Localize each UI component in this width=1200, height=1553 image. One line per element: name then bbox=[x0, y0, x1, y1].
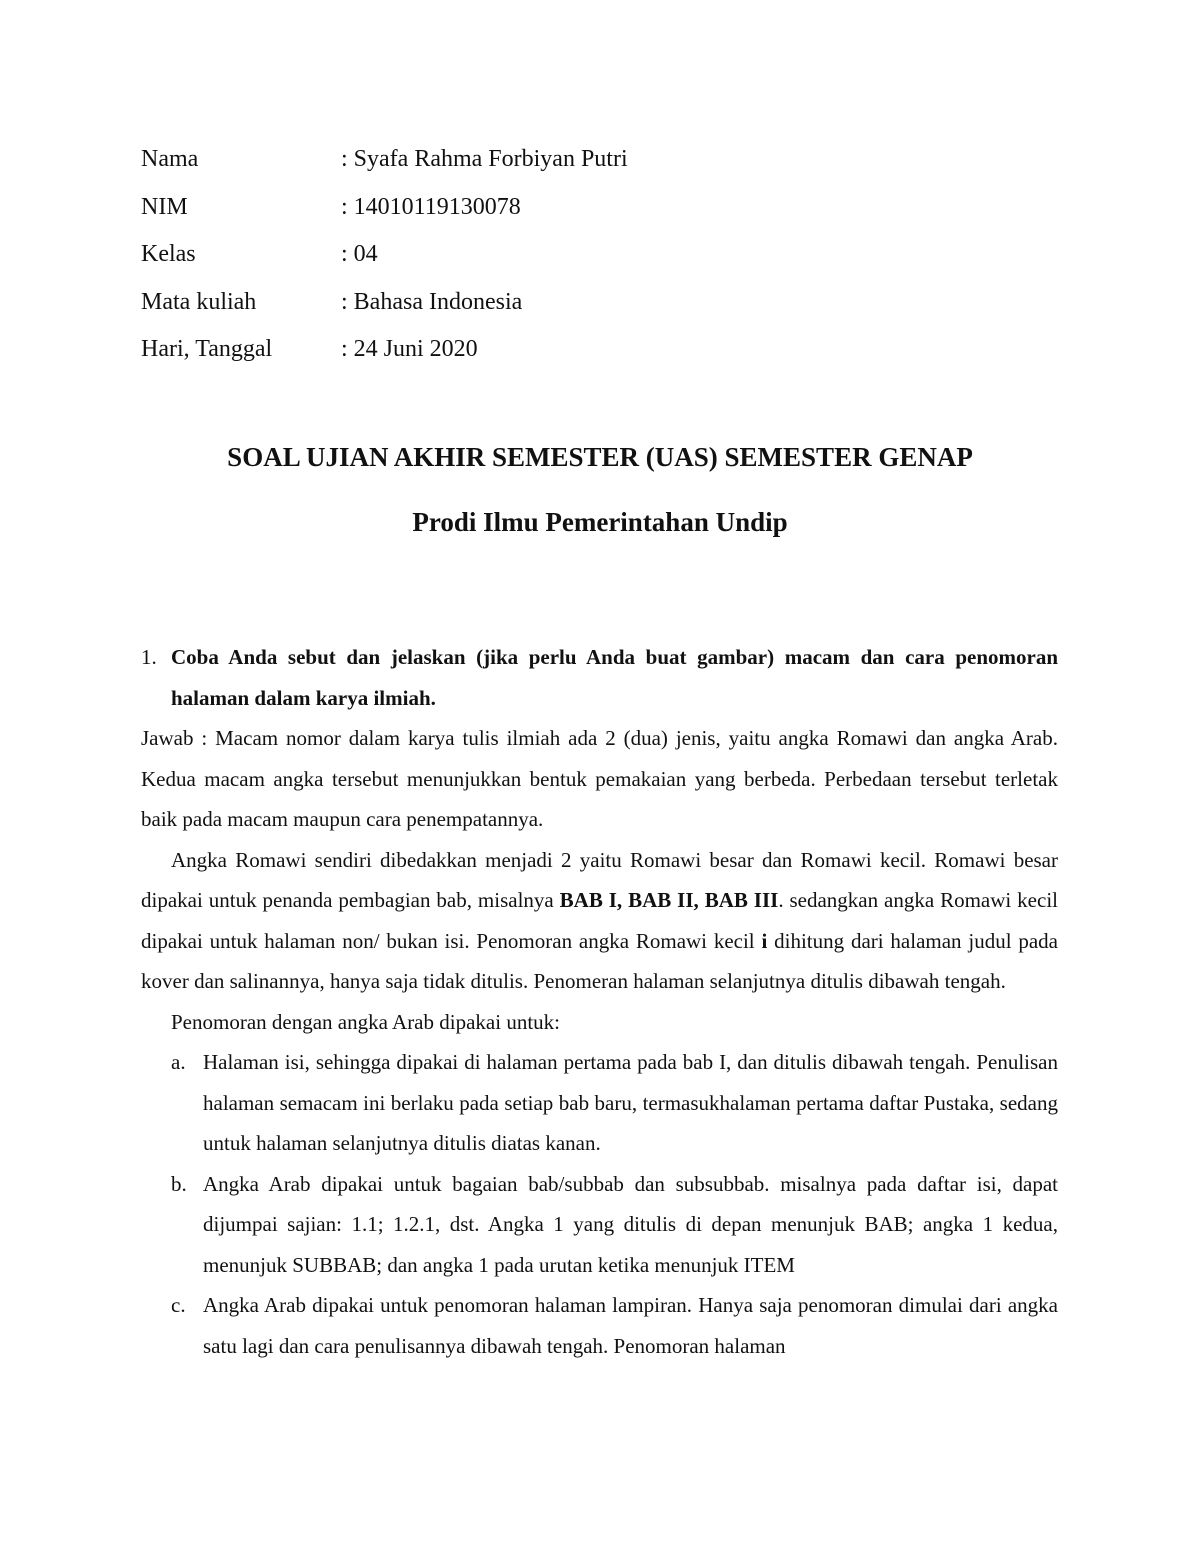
list-marker: c. bbox=[171, 1293, 186, 1317]
question-number: 1. bbox=[141, 645, 157, 669]
list-marker: a. bbox=[171, 1050, 186, 1074]
identity-value: : Bahasa Indonesia bbox=[341, 288, 523, 315]
list-text: Halaman isi, sehingga dipakai di halaman pertama pada bab I, dan ditulis dibawah tengah. Penulisan halaman semacam ini berlaku pada setiap bab baru, termasukhalaman pertama daftar Pustaka, sedang untuk halaman selanjutnya ditulis diatas kanan. bbox=[203, 1050, 1058, 1155]
list-item bbox=[141, 1042, 1058, 1164]
identity-value: : 04 bbox=[341, 241, 378, 267]
list-text: Angka Arab dipakai untuk penomoran halaman lampiran. Hanya saja penomoran dimulai dari angka satu lagi dan cara penulisannya dibawah tengah. Penomoran halaman bbox=[203, 1293, 1058, 1358]
question bbox=[141, 637, 1058, 718]
list-item bbox=[141, 1164, 1058, 1286]
identity-value: : Syafa Rahma Forbiyan Putri bbox=[341, 146, 628, 172]
exam-title: SOAL UJIAN AKHIR SEMESTER (UAS) SEMESTER GENAP bbox=[227, 442, 973, 472]
identity-label: Kelas bbox=[141, 241, 196, 267]
list-item bbox=[141, 1285, 1058, 1366]
identity-row bbox=[141, 330, 628, 378]
identity-row bbox=[141, 235, 628, 283]
identity-row bbox=[141, 140, 628, 188]
identity-row bbox=[141, 283, 628, 331]
identity-label: Nama bbox=[141, 146, 199, 172]
identity-row bbox=[141, 188, 628, 236]
identity-label: Hari, Tanggal bbox=[141, 336, 273, 362]
identity-label: NIM bbox=[141, 193, 188, 220]
list-marker: b. bbox=[171, 1171, 187, 1196]
exam-subtitle: Prodi Ilmu Pemerintahan Undip bbox=[412, 507, 788, 537]
answer-paragraph-roman bbox=[141, 840, 1058, 1002]
text-run: dihitung dari halaman judul pada kover dan salinannya, hanya saja tidak ditulis. Penomeran halaman selanjutnya ditulis dibawah tengah. bbox=[141, 928, 1058, 993]
document-body bbox=[141, 637, 1058, 1366]
answer-paragraph: Jawab : Macam nomor dalam karya tulis ilmiah ada 2 (dua) jenis, yaitu angka Romawi dan angka Arab. Kedua macam angka tersebut menunjukkan bentuk pemakaian yang berbeda. Perbedaan tersebut terletak baik pada macam maupun cara penempatannya. bbox=[141, 726, 1058, 831]
list-text: Angka Arab dipakai untuk bagaian bab/subbab dan subsubbab. misalnya pada daftar isi, dapat dijumpai sajian: 1.1; 1.2.1, dst. Angka 1 yang ditulis di depan menunjuk BAB; angka 1 kedua, menunjuk SUBBAB; dan angka 1 pada urutan ketika menunjuk ITEM bbox=[203, 1171, 1058, 1277]
answer-paragraph-arab: Penomoran dengan angka Arab dipakai untuk: bbox=[171, 1009, 560, 1034]
identity-value: : 14010119130078 bbox=[341, 193, 521, 220]
identity-block bbox=[141, 140, 628, 378]
text-run: . sedangkan angka Romawi kecil dipakai untuk halaman non/ bukan isi. Penomoran angka Romawi kecil bbox=[141, 888, 1058, 953]
bold-run: BAB I, BAB II, BAB III bbox=[559, 888, 779, 912]
question-text: Coba Anda sebut dan jelaskan (jika perlu Anda buat gambar) macam dan cara penomoran halaman dalam karya ilmiah. bbox=[171, 645, 1058, 710]
identity-value: : 24 Juni 2020 bbox=[341, 336, 478, 362]
text-run: Angka Romawi sendiri dibedakkan menjadi 2 yaitu Romawi besar dan Romawi kecil. Romawi besar dipakai untuk penanda pembagian bab, misalnya bbox=[141, 847, 1058, 912]
identity-label: Mata kuliah bbox=[141, 288, 257, 315]
bold-run: i bbox=[761, 928, 768, 953]
